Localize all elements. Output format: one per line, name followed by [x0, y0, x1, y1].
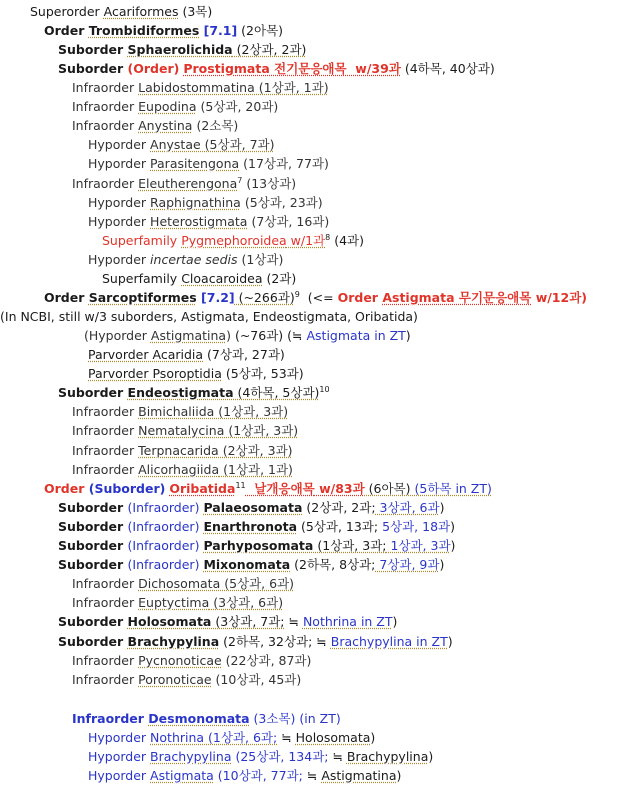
outline-line	[72, 441, 293, 460]
line-text-segment: Parvorder	[88, 347, 153, 362]
line-text-segment: 5상과, 18과	[378, 519, 451, 534]
line-text-segment: Prostigmata	[183, 61, 270, 76]
outline-line	[58, 536, 455, 555]
line-text-segment: (2하목, 32상과;	[219, 634, 313, 649]
line-text-segment: Desmonomata	[148, 711, 250, 726]
outline-line	[102, 231, 364, 250]
outline-line	[102, 269, 296, 288]
line-text-segment: Infraorder	[72, 653, 139, 668]
line-text-segment: 무기문응애목	[454, 290, 532, 305]
line-text-segment: Infraorder	[72, 118, 139, 133]
outline-line	[72, 402, 288, 421]
line-text-segment: )	[396, 768, 402, 783]
line-text-segment: (≒	[283, 328, 307, 343]
line-text-segment: (1상과, 3과)	[214, 404, 289, 419]
line-text-segment: Brachypylina	[346, 749, 429, 764]
outline-line	[72, 651, 311, 670]
line-text-segment: Infraorder	[72, 711, 149, 726]
outline-line	[58, 40, 306, 59]
line-text-segment: (2과)	[262, 271, 297, 286]
line-text-segment: 1상과, 3과	[386, 538, 451, 553]
line-text-segment: Pycnonoticae	[138, 653, 222, 668]
outline-line	[72, 670, 301, 689]
outline-line	[72, 593, 283, 612]
outline-line	[84, 326, 411, 345]
outline-line	[58, 59, 495, 78]
footnote-marker: 11	[235, 480, 246, 490]
line-text-segment: (10상과, 77과;	[213, 768, 303, 783]
line-text-segment: (1상과, 1과)	[219, 462, 293, 477]
line-text-segment: Infraorder	[72, 443, 139, 458]
line-text-segment: (7상과, 16과)	[247, 214, 330, 229]
line-text-segment: Hyporder	[88, 252, 151, 267]
outline-line	[72, 78, 329, 97]
line-text-segment: Anystae	[150, 137, 201, 152]
line-text-segment: Poronoticae	[138, 672, 212, 687]
line-text-segment: Suborder	[58, 61, 128, 76]
line-text-segment: Hyporder	[88, 214, 151, 229]
outline-line	[44, 479, 492, 498]
outline-line	[88, 728, 375, 747]
line-text-segment: (2상과, 2과)	[232, 42, 307, 57]
outline-line	[58, 632, 453, 651]
line-text-segment: Trombidiformes	[88, 23, 200, 38]
line-text-segment: Bimichaliida	[138, 404, 215, 419]
outline-line	[72, 460, 293, 479]
line-text-segment: (25상과, 134과;	[231, 749, 329, 764]
line-text-segment: Heterostigmata	[150, 214, 248, 229]
line-text-segment: Brachypylina	[127, 634, 220, 649]
line-text-segment: (1상과)	[237, 252, 284, 267]
line-text-segment: (22상과, 87과)	[221, 653, 312, 668]
line-text-segment: (1상과, 3과)	[224, 423, 299, 438]
footnote-marker: 8	[325, 232, 331, 242]
line-text-segment: Brachypylina in ZT	[330, 634, 448, 649]
line-text-segment: Nothrina in ZT	[302, 614, 393, 629]
outline-line	[72, 174, 296, 193]
line-text-segment: Euptyctima	[138, 595, 210, 610]
line-text-segment: Enarthronota	[203, 519, 297, 534]
line-text-segment: Hyporder	[88, 195, 151, 210]
line-text-segment: Suborder	[58, 557, 128, 572]
outline-line	[72, 421, 298, 440]
outline-line	[88, 250, 283, 269]
line-text-segment: Oribatida	[169, 481, 236, 496]
line-text-segment: ≒	[302, 768, 322, 783]
line-text-segment: Suborder	[58, 614, 128, 629]
line-text-segment: Endeostigmata	[127, 385, 234, 400]
line-text-segment: Sphaerolichida	[127, 42, 233, 57]
line-text-segment: ≒	[328, 749, 347, 764]
line-text-segment: (3상과, 6과)	[209, 595, 284, 610]
footnote-marker: 9	[294, 289, 300, 299]
outline-line	[88, 364, 304, 383]
outline-line	[44, 21, 283, 40]
line-text-segment: (2소목)	[192, 118, 239, 133]
line-text-segment: Holosomata	[127, 614, 212, 629]
line-text-segment: Infraorder	[72, 176, 139, 191]
line-text-segment: )	[450, 538, 456, 553]
line-text-segment: (3목)	[178, 4, 213, 19]
line-text-segment: ≒	[277, 730, 296, 745]
line-text-segment: )	[450, 519, 455, 534]
line-text-segment: )	[226, 328, 231, 343]
line-text-segment: Order	[337, 290, 383, 305]
outline-line	[58, 517, 455, 536]
line-text-segment: Cloacaroidea	[181, 271, 263, 286]
line-text-segment: (1상과, 6과;	[204, 730, 278, 745]
line-text-segment: Dichosomata	[138, 576, 221, 591]
line-text-segment: Hyporder	[88, 749, 151, 764]
line-text-segment: (10상과, 45과)	[211, 672, 302, 687]
line-text-segment: (Infraorder)	[127, 557, 200, 572]
outline-line	[58, 383, 330, 402]
line-text-segment: Infraorder	[72, 672, 139, 687]
line-text-segment: 7상과, 9과	[375, 557, 440, 572]
line-text-segment: )	[428, 749, 434, 764]
footnote-marker: 7	[237, 175, 243, 185]
line-text-segment: 전기문응애목 w/39과	[269, 61, 401, 76]
line-text-segment: )	[370, 730, 376, 745]
line-text-segment: Palaeosomata	[203, 500, 303, 515]
line-text-segment: Infraorder	[72, 462, 139, 477]
line-text-segment: Infraorder	[72, 576, 139, 591]
line-text-segment: (5상과, 53과)	[221, 366, 304, 381]
line-text-segment: w/12과)	[531, 290, 587, 305]
outline-line	[72, 709, 341, 728]
outline-line	[88, 135, 275, 154]
line-text-segment: (5상과, 20과)	[196, 99, 279, 114]
line-text-segment: Infraorder	[72, 404, 139, 419]
line-text-segment: [7.2]	[196, 290, 235, 305]
outline-line	[88, 193, 323, 212]
line-text-segment: )	[447, 634, 453, 649]
line-text-segment: Labidostommatina	[138, 80, 255, 95]
line-text-segment: ≒	[284, 614, 303, 629]
line-text-segment: Eupodina	[138, 99, 197, 114]
line-text-segment: Infraorder	[72, 595, 139, 610]
line-text-segment: Raphignathina	[150, 195, 241, 210]
outline-line	[72, 97, 278, 116]
outline-line	[88, 345, 285, 364]
outline-line	[88, 154, 329, 173]
outline-line	[72, 116, 238, 135]
line-text-segment: Anystina	[138, 118, 193, 133]
line-text-segment: (6아목)	[364, 481, 411, 496]
line-text-segment: )	[392, 614, 398, 629]
line-text-segment: 3상과, 6과	[375, 500, 440, 515]
line-text-segment: Pygmephoroidea	[181, 233, 287, 248]
line-text-segment: Infraorder	[72, 423, 139, 438]
line-text-segment: Nematalycina	[138, 423, 225, 438]
line-text-segment: Parhyposomata	[203, 538, 314, 553]
line-text-segment: (Infraorder)	[127, 538, 200, 553]
line-text-segment: (Hyporder	[84, 328, 151, 343]
line-text-segment: (2상과, 3과)	[218, 443, 293, 458]
line-text-segment: )	[439, 557, 445, 572]
line-text-segment: Hyporder	[88, 156, 151, 171]
line-text-segment: Astigmata	[150, 768, 214, 783]
line-text-segment: (Infraorder)	[127, 500, 200, 515]
line-text-segment: Psoroptidia	[152, 366, 222, 381]
line-text-segment: (1상과, 3과;	[313, 538, 387, 553]
line-text-segment: Hyporder	[88, 768, 151, 783]
line-text-segment: )	[405, 328, 411, 343]
line-text-segment: (2상과, 2과;	[302, 500, 376, 515]
line-text-segment: Mixonomata	[203, 557, 291, 572]
line-text-segment: w/1과	[286, 233, 326, 248]
outline-line	[88, 766, 401, 785]
line-text-segment: Suborder	[58, 519, 128, 534]
line-text-segment: (Suborder)	[88, 481, 166, 496]
line-text-segment: incertae sedis	[150, 252, 238, 267]
line-text-segment: 날개응애목	[245, 481, 315, 496]
line-text-segment: Suborder	[58, 538, 128, 553]
line-text-segment: Hyporder	[88, 137, 151, 152]
line-text-segment: (3소목)	[249, 711, 296, 726]
line-text-segment: Superfamily	[102, 233, 182, 248]
outline-line	[58, 612, 397, 631]
line-text-segment: Order	[44, 481, 89, 496]
line-text-segment: Parasitengona	[150, 156, 240, 171]
line-text-segment: Order	[44, 290, 89, 305]
line-text-segment: Brachypylina	[150, 749, 232, 764]
line-text-segment: (In NCBI, still w/3 suborders, Astigmata, Endeostigmata, Oribatida)	[0, 309, 418, 324]
line-text-segment: (Order)	[127, 61, 180, 76]
line-text-segment: Suborder	[58, 500, 128, 515]
line-text-segment: Sarcoptiformes	[88, 290, 197, 305]
line-text-segment: Nothrina	[150, 730, 205, 745]
line-text-segment: (5상과, 23과)	[240, 195, 323, 210]
line-text-segment: (5상과, 6과)	[220, 576, 295, 591]
line-text-segment: (~76과)	[230, 328, 284, 343]
line-text-segment: Eleutherengona	[138, 176, 238, 191]
line-text-segment: (5하목 in ZT)	[410, 481, 492, 496]
line-text-segment: Terpnacarida	[138, 443, 219, 458]
outline-line	[88, 212, 329, 231]
line-text-segment: (17상과, 77과)	[239, 156, 329, 171]
line-text-segment: Infraorder	[72, 99, 139, 114]
line-text-segment: Parvorder	[88, 366, 153, 381]
line-text-segment: Astigmata in ZT	[306, 328, 406, 343]
line-text-segment: (1상과, 1과)	[254, 80, 329, 95]
line-text-segment: (4하목, 5상과)	[233, 385, 320, 400]
line-text-segment: Suborder	[58, 634, 128, 649]
line-text-segment: Suborder	[58, 385, 128, 400]
line-text-segment: Holosomata	[295, 730, 371, 745]
line-text-segment: )	[439, 500, 445, 515]
outline-line	[0, 307, 418, 326]
line-text-segment: [7.1]	[199, 23, 238, 38]
outline-line	[30, 2, 212, 21]
line-text-segment: w/83과	[314, 481, 365, 496]
outline-line	[72, 574, 294, 593]
line-text-segment: (~266과)	[234, 290, 295, 305]
line-text-segment: Acariformes	[103, 4, 179, 19]
outline-line	[88, 747, 433, 766]
outline-line	[44, 288, 587, 307]
line-text-segment: (4과)	[330, 233, 364, 248]
line-text-segment: (<=	[299, 290, 338, 305]
line-text-segment: Superfamily	[102, 271, 182, 286]
line-text-segment: Infraorder	[72, 80, 139, 95]
line-text-segment: Hyporder	[88, 730, 151, 745]
line-text-segment: (7상과, 27과)	[203, 347, 285, 362]
line-text-segment: (2하목, 8상과;	[290, 557, 376, 572]
line-text-segment: Astigmata	[382, 290, 455, 305]
line-text-segment: ≒	[312, 634, 331, 649]
outline-line	[58, 498, 444, 517]
line-text-segment: (2아목)	[237, 23, 284, 38]
line-text-segment: Superorder	[30, 4, 104, 19]
line-text-segment: (3상과, 7과;	[211, 614, 285, 629]
line-text-segment: (5상과, 13과;	[297, 519, 379, 534]
line-text-segment: Order	[44, 23, 89, 38]
line-text-segment: Acaridia	[152, 347, 204, 362]
line-text-segment: Suborder	[58, 42, 128, 57]
line-text-segment: (Infraorder)	[127, 519, 200, 534]
outline-line	[58, 555, 444, 574]
footnote-marker: 10	[319, 384, 330, 394]
line-text-segment: Astigmatina	[150, 328, 227, 343]
line-text-segment: (4하목, 40상과)	[400, 61, 495, 76]
line-text-segment: (13상과)	[242, 176, 297, 191]
line-text-segment: Alicorhagiida	[138, 462, 220, 477]
line-text-segment: Astigmatina	[321, 768, 397, 783]
line-text-segment: (in ZT)	[295, 711, 341, 726]
line-text-segment: (5상과, 7과)	[200, 137, 275, 152]
